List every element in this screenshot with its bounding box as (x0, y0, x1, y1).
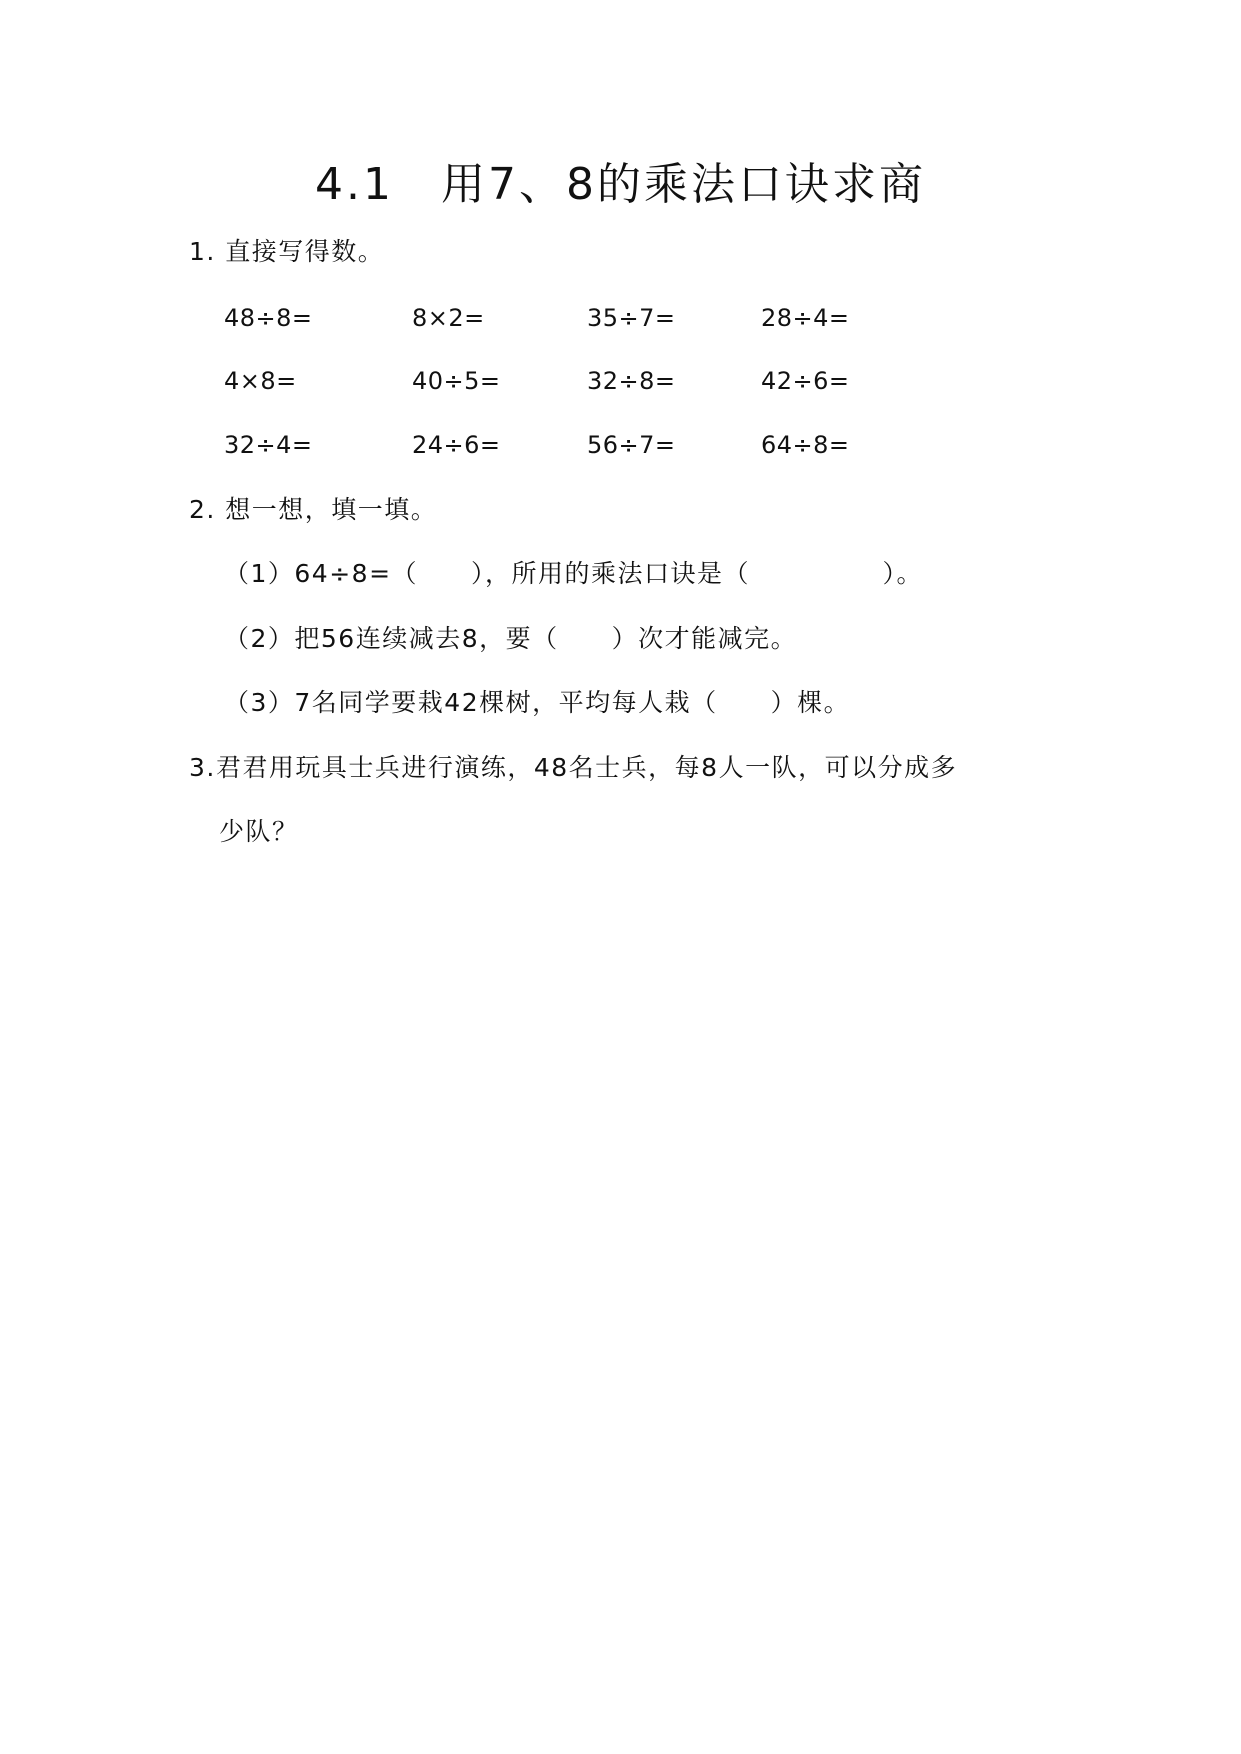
problem-r1-c2: 8×2= (412, 304, 485, 332)
problem-r1-c3: 35÷7= (587, 304, 676, 332)
problem-r1-c4: 28÷4= (761, 304, 850, 332)
problem-r3-c2: 24÷6= (412, 431, 501, 459)
problem-r2-c1: 4×8= (224, 367, 297, 395)
fill-blank-item-1: （1）64÷8=（ ），所用的乘法口诀是（ ）。 (224, 559, 924, 588)
problem-r3-c3: 56÷7= (587, 431, 676, 459)
section-2-heading: 2. 想一想，填一填。 (189, 495, 438, 524)
page-title: 4.1 用7、8的乘法口诀求商 (315, 159, 926, 210)
problem-r2-c4: 42÷6= (761, 367, 850, 395)
problem-r3-c1: 32÷4= (224, 431, 313, 459)
problem-r2-c3: 32÷8= (587, 367, 676, 395)
problem-r1-c1: 48÷8= (224, 304, 313, 332)
word-problem-line-2: 少队？ (219, 817, 299, 846)
problem-r3-c4: 64÷8= (761, 431, 850, 459)
section-1-heading: 1. 直接写得数。 (189, 237, 385, 266)
fill-blank-item-3: （3）7名同学要栽42棵树，平均每人栽（ ）棵。 (224, 688, 851, 717)
word-problem-line-1: 3.君君用玩具士兵进行演练，48名士兵，每8人一队，可以分成多 (189, 753, 958, 782)
problem-r2-c2: 40÷5= (412, 367, 501, 395)
fill-blank-item-2: （2）把56连续减去8，要（ ）次才能减完。 (224, 624, 798, 653)
